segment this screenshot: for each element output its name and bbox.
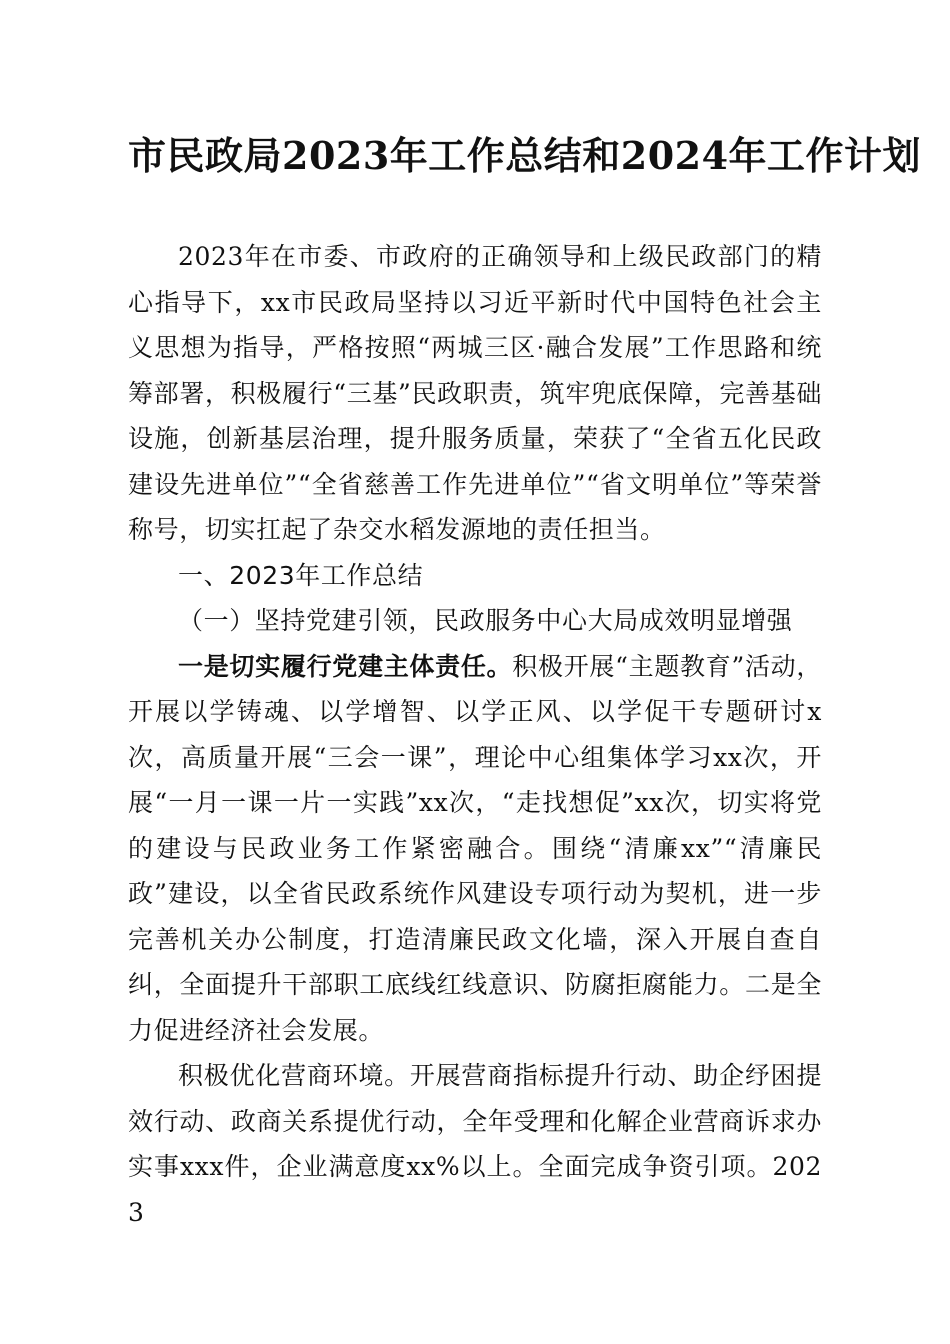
- document-title: 市民政局2023年工作总结和2024年工作计划: [128, 133, 922, 178]
- paragraph-lead: 一是切实履行党建主体责任。: [178, 651, 513, 681]
- subsection-heading: （一）坚持党建引领，民政服务中心大局成效明显增强: [178, 606, 793, 635]
- business-environment-paragraph: 积极优化营商环境。开展营商指标提升行动、助企纾困提效行动、政商关系提优行动，全年受理和化解企业营商诉求办实事xxx件，企业满意度xx%以上。全面完成争资引项。2023: [128, 1061, 822, 1227]
- party-building-paragraph: [128, 644, 822, 1054]
- intro-paragraph: 2023年在市委、市政府的正确领导和上级民政部门的精心指导下，xx市民政局坚持以习近平新时代中国特色社会主义思想为指导，严格按照“两城三区·融合发展”工作思路和统筹部署，积极履行“三基”民政职责，筑牢兜底保障，完善基础设施，创新基层治理，提升服务质量，荣获了“全省五化民政建设先进单位”“全省慈善工作先进单位”“省文明单位”等荣誉称号，切实扛起了杂交水稻发源地的责任担当。: [128, 242, 822, 544]
- paragraph-body: 积极开展“主题教育”活动，开展以学铸魂、以学增智、以学正风、以学促干专题研讨x次，高质量开展“三会一课”，理论中心组集体学习xx次，开展“一月一课一片一实践”xx次，“走找想促”xx次，切实将党的建设与民政业务工作紧密融合。围绕“清廉xx”“清廉民政”建设，以全省民政系统作风建设专项行动为契机，进一步完善机关办公制度，打造清廉民政文化墙，深入开展自查自纠，全面提升干部职工底线红线意识、防腐拒腐能力。二是全力促进经济社会发展。: [128, 651, 822, 1045]
- section-heading: 一、2023年工作总结: [178, 560, 424, 590]
- document-body: [128, 234, 822, 1235]
